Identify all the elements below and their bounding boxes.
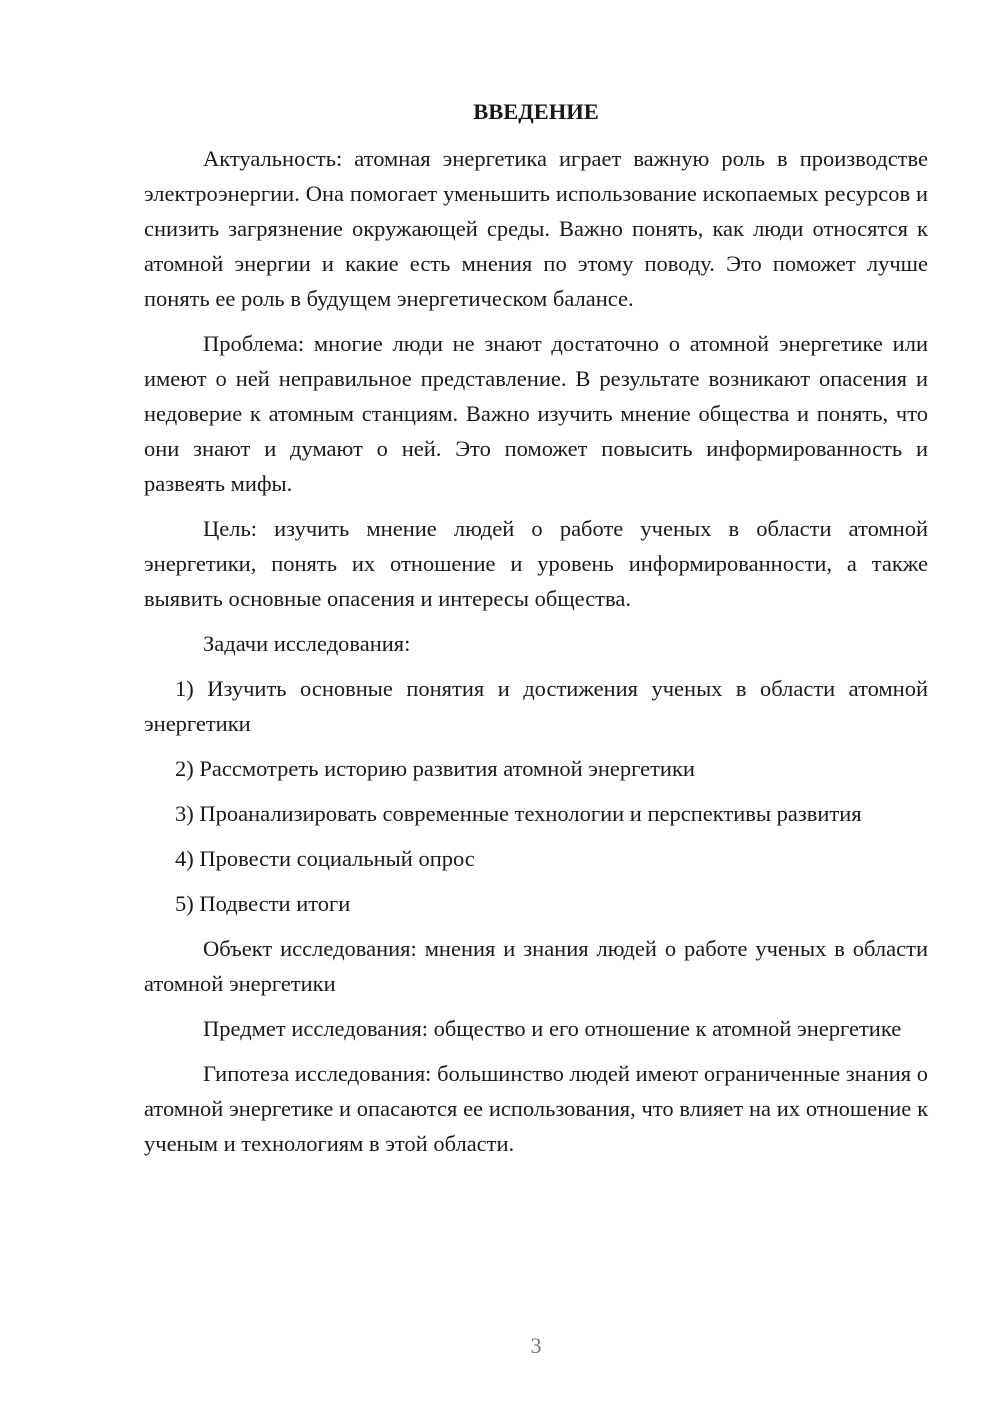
document-page [144,94,928,1171]
task-item-4: 4) Провести социальный опрос [175,846,475,871]
task-item-2: 2) Рассмотреть историю развития атомной энергетики [175,756,695,781]
problem-paragraph: Проблема: многие люди не знают достаточно о атомной энергетике или имеют о ней неправильное представление. В результате возникают опасения и недоверие к атомным станциям. Важно изучить мнение общества и понять, что они знают и думают о ней. Это поможет повысить информированность и развеять мифы. [144,331,928,496]
task-item-3: 3) Проанализировать современные технологии и перспективы развития [175,801,862,826]
hypothesis-paragraph: Гипотеза исследования: большинство людей имеют ограниченные знания о атомной энергетике и опасаются ее использования, что влияет на их отношение к ученым и технологиям в этой области. [144,1061,928,1156]
object-paragraph: Объект исследования: мнения и знания людей о работе ученых в области атомной энергетики [144,936,928,996]
goal-paragraph: Цель: изучить мнение людей о работе ученых в области атомной энергетики, понять их отношение и уровень информированности, а также выявить основные опасения и интересы общества. [144,516,928,611]
page-number: 3 [530,1333,542,1358]
task-item-1: 1) Изучить основные понятия и достижения ученых в области атомной энергетики [144,676,928,736]
tasks-heading: Задачи исследования: [203,631,411,656]
task-item-5: 5) Подвести итоги [175,891,351,916]
subject-paragraph: Предмет исследования: общество и его отношение к атомной энергетике [203,1016,902,1041]
relevance-paragraph: Актуальность: атомная энергетика играет важную роль в производстве электроэнергии. Она помогает уменьшить использование ископаемых ресурсов и снизить загрязнение окружающей среды. Важно понять, как люди относятся к атомной энергии и какие есть мнения по этому поводу. Это поможет лучше понять ее роль в будущем энергетическом балансе. [144,146,928,311]
page-title: ВВЕДЕНИЕ [473,99,599,124]
